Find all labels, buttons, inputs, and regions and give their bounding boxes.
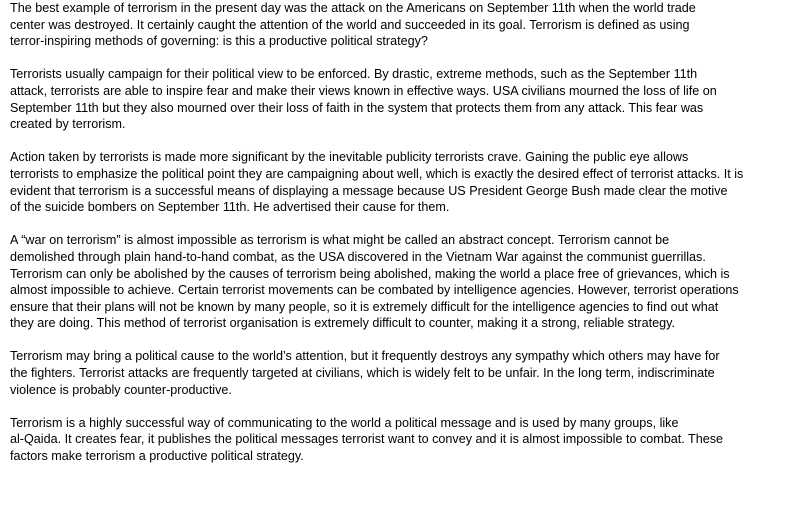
paragraph-publicity: Action taken by terrorists is made more significant by the inevitable publicity terrorists crave. Gaining the public eye allows terrorists to emphasize the political point they are campaigning about well, which is exactly the desired effect of terrorist attacks. It is evident that terrorism is a successful means of displaying a message because US President George Bush made clear the motive of the suicide bombers on September 11th. He advertised their cause for them. [10, 150, 744, 215]
paragraph-introduction: The best example of terrorism in the present day was the attack on the Americans on September 11th when the world trade center was destroyed. It certainly caught the attention of the world and succeeded in its goal. Terrorism is defined as using terror-inspiring methods of governing: is this a productive political strategy? [10, 1, 696, 49]
paragraph-conclusion: Terrorism is a highly successful way of communicating to the world a political message and is used by many groups, like al-Qaida. It creates fear, it publishes the political messages terrorist want to convey and it is almost impossible to combat. These factors make terrorism a productive political strategy. [10, 415, 724, 464]
paragraph-war-on-terrorism: A “war on terrorism” is almost impossible as terrorism is what might be called an abstract concept. Terrorism cannot be demolished through plain hand-to-hand combat, as the USA discovered in the Vietnam War against the communist guerrillas. Terrorism can only be abolished by the causes of terrorism being abolished, making the world a place free of grievances, which is almost impossible to achieve. Certain terrorist movements can be combated by intelligence agencies. However, terrorist operations ensure that their plans will not be known by many people, so it is extremely difficult for the intelligence agencies to find out what they are doing. This method of terrorist organisation is extremely difficult to counter, making it a strong, reliable strategy. [10, 233, 739, 331]
essay-document [10, 0, 794, 481]
paragraph-campaign: Terrorists usually campaign for their political view to be enforced. By drastic, extreme methods, such as the September 11th attack, terrorists are able to inspire fear and make their views known in effective ways. USA civilians mourned the loss of life on September 11th but they also mourned over their loss of faith in the system that protects them from any attack. This fear was created by terrorism. [10, 67, 717, 132]
paragraph-sympathy: Terrorism may bring a political cause to the world’s attention, but it frequently destroys any sympathy which others may have for the fighters. Terrorist attacks are frequently targeted at civilians, which is widely felt to be unfair. In the long term, indiscriminate violence is probably counter-productive. [10, 349, 720, 397]
